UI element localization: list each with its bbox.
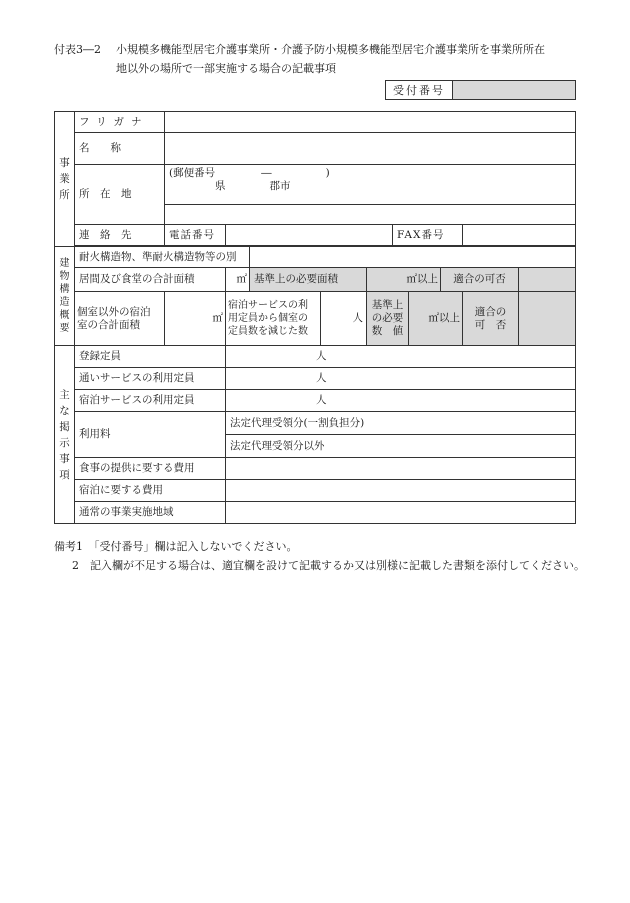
standard-value-field: ㎡以上 — [409, 292, 463, 346]
receipt-label: 受付番号 — [386, 81, 453, 100]
living-area-field[interactable]: ㎡ — [226, 268, 250, 292]
city-label: 郡市 — [269, 180, 291, 192]
day-service-capacity-label: 通いサービスの利用定員 — [75, 368, 226, 390]
lodging-capacity-field[interactable]: 人 — [321, 292, 367, 346]
required-area-label: 基準上の必要面積 — [250, 268, 367, 292]
private-area-field[interactable]: ㎡ — [165, 292, 226, 346]
receipt-box — [385, 80, 576, 100]
lodging-service-capacity-label: 宿泊サービスの利用定員 — [75, 390, 226, 412]
suitability-label: 適合の可否 — [441, 268, 519, 292]
notes — [54, 537, 594, 575]
address-line-2[interactable] — [165, 205, 576, 225]
name-field[interactable] — [165, 133, 576, 165]
fee-legal-field[interactable]: 法定代理受領分(一割負担分) — [226, 412, 576, 435]
fee-other-field[interactable]: 法定代理受領分以外 — [226, 435, 576, 458]
address-field[interactable]: (郵便番号 ― ) 県 郡市 — [165, 165, 576, 205]
suitability-field — [519, 268, 576, 292]
phone-field[interactable] — [226, 225, 393, 246]
service-area-field[interactable] — [226, 502, 576, 524]
title-line-2: 地以外の場所で一部実施する場合の記載事項 — [116, 62, 336, 75]
furigana-field[interactable] — [165, 112, 576, 133]
stay-cost-label: 宿泊に要する費用 — [75, 480, 226, 502]
application-form-table — [54, 111, 576, 524]
standard-value-label: 基準上 の必要 数 値 — [367, 292, 409, 346]
building-section-label: 建 物 構 造 概 要 — [55, 247, 75, 346]
phone-label: 電話番号 — [165, 225, 226, 246]
lodging-service-capacity-field[interactable]: 人 — [226, 390, 576, 412]
meal-cost-field[interactable] — [226, 458, 576, 480]
fireproof-field[interactable] — [250, 247, 576, 268]
registered-capacity-label: 登録定員 — [75, 346, 226, 368]
meal-cost-label: 食事の提供に要する費用 — [75, 458, 226, 480]
form-title — [54, 40, 594, 78]
prefecture-label: 県 — [215, 180, 226, 192]
address-label: 所 在 地 — [75, 165, 165, 225]
furigana-label: フリガナ — [75, 112, 165, 133]
note-1: 備考1 「受付番号」欄は記入しないでください。 — [54, 540, 298, 553]
name-label: 名 称 — [75, 133, 165, 165]
contact-label: 連 絡 先 — [75, 225, 165, 246]
postal-code-label: (郵便番号 — [169, 167, 216, 179]
registered-capacity-field[interactable]: 人 — [226, 346, 576, 368]
title-line-1: 小規模多機能型居宅介護事業所・介護予防小規模多機能型居宅介護事業所を事業所所在 — [116, 43, 545, 56]
office-section-label: 事 業 所 — [55, 112, 75, 247]
day-service-capacity-field[interactable]: 人 — [226, 368, 576, 390]
stay-cost-field[interactable] — [226, 480, 576, 502]
form-number: 付表3―2 — [54, 43, 101, 56]
required-area-field: ㎡以上 — [367, 268, 441, 292]
private-area-label: 個室以外の宿泊 室の合計面積 — [75, 292, 165, 346]
note-2: 2 記入欄が不足する場合は、適宜欄を設けて記載するか又は別様に記載した書類を添付してください。 — [72, 559, 585, 572]
suitability-field-2 — [519, 292, 576, 346]
fax-field[interactable] — [463, 225, 576, 246]
lodging-capacity-label: 宿泊サービスの利 用定員から個室の 定員数を減じた数 — [226, 292, 321, 346]
fee-label: 利用料 — [75, 412, 226, 458]
fireproof-label: 耐火構造物、準耐火構造物等の別 — [75, 247, 250, 268]
suitability-label-2: 適合の 可 否 — [463, 292, 519, 346]
receipt-number-field[interactable] — [453, 81, 576, 100]
notice-section-label: 主 な 掲 示 事 項 — [55, 346, 75, 524]
postal-dash: ― — [261, 167, 272, 179]
fax-label: FAX番号 — [393, 225, 463, 246]
service-area-label: 通常の事業実施地域 — [75, 502, 226, 524]
living-area-label: 居間及び食堂の合計面積 — [75, 268, 226, 292]
